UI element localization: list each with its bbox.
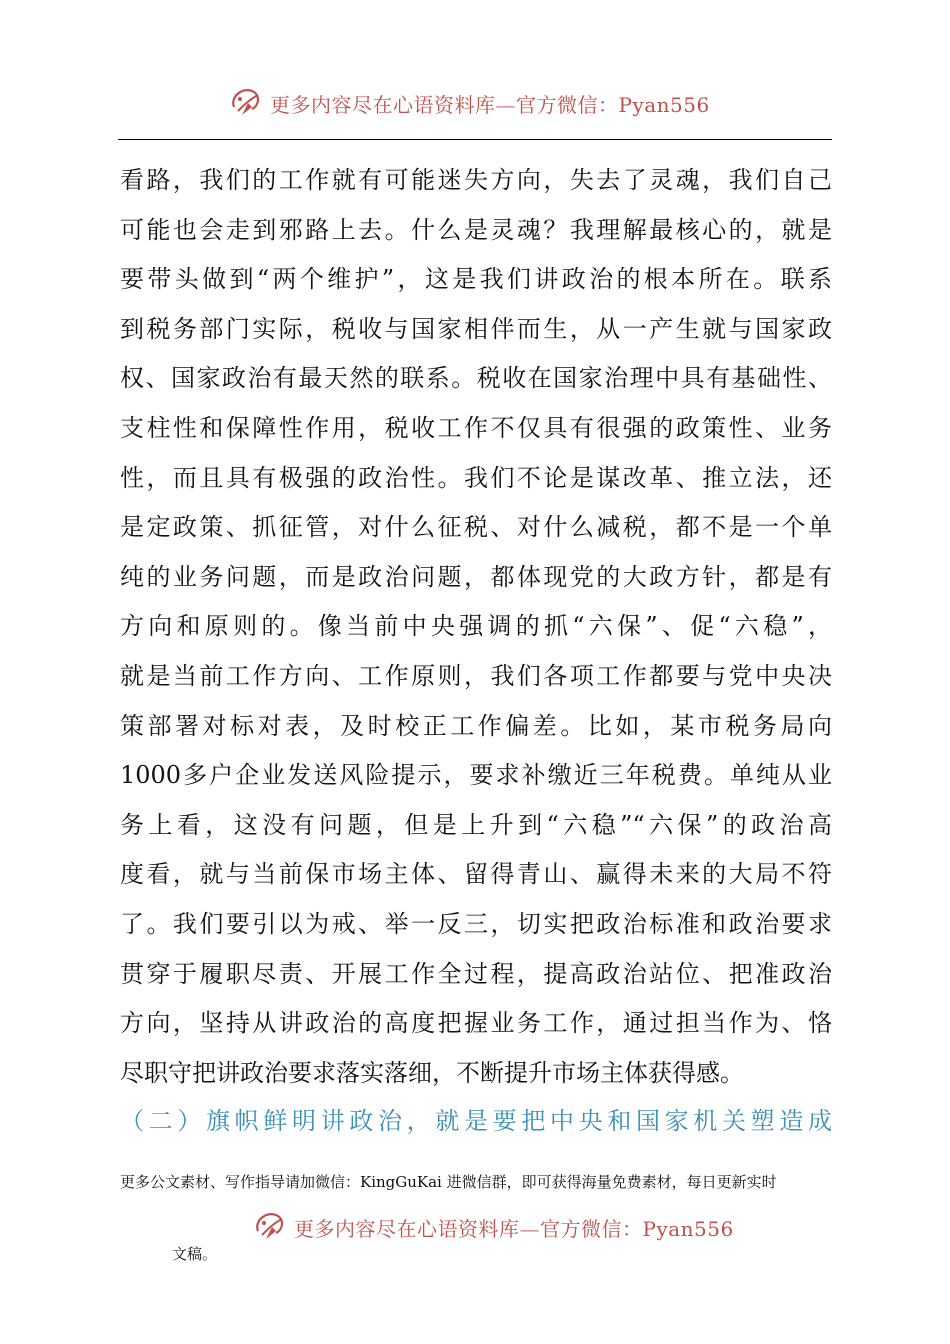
header-divider [118,139,832,140]
footer-note: 更多公文素材、写作指导请加微信：KingGuKai 进微信群，即可获得海量免费素材，每日更新实时 [120,1173,777,1191]
text-line: 性，而且具有极强的政治性。我们不论是谋改革、推立法，还 [120,463,832,492]
body-paragraph [120,156,832,1098]
section-heading: （二）旗帜鲜明讲政治，就是要把中央和国家机关塑造成 [120,1107,832,1135]
text-line: 策部署对标对表，及时校正工作偏差。比如，某市税务局向 [120,711,832,740]
header-banner-text: 更多内容尽在心语资料库—官方微信：Pyan556 [270,92,710,117]
text-line: 要带头做到“两个维护”，这是我们讲政治的根本所在。联系 [120,265,832,294]
text-line: 了。我们要引以为戒、举一反三，切实把政治标准和政治要求 [120,909,832,938]
text-line: 尽职守把讲政治要求落实落细，不断提升市场主体获得感。 [120,1058,744,1087]
text-line: 方向，坚持从讲政治的高度把握业务工作，通过担当作为、恪 [120,1009,832,1038]
text-line: 就是当前工作方向、工作原则，我们各项工作都要与党中央决 [120,661,832,690]
text-line: 到税务部门实际，税收与国家相伴而生，从一产生就与国家政 [120,314,832,343]
text-line: 是定政策、抓征管，对什么征税、对什么减税，都不是一个单 [120,513,832,542]
pen-nib-logo-icon [228,85,264,121]
text-line: 可能也会走到邪路上去。什么是灵魂？我理解最核心的，就是 [120,215,832,244]
text-line: 纯的业务问题，而是政治问题，都体现党的大政方针，都是有 [120,562,832,591]
header-watermark-banner [228,84,728,122]
text-line: 权、国家政治有最天然的联系。税收在国家治理中具有基础性、 [120,364,832,393]
pen-nib-logo-icon [252,1209,288,1245]
footer-note-continuation: 文稿。 [172,1245,218,1263]
text-line: 方向和原则的。像当前中央强调的抓“六保”、促“六稳”， [120,612,832,641]
text-line: 务上看，这没有问题，但是上升到“六稳”“六保”的政治高 [120,810,832,839]
text-line: 1000多户企业发送风险提示，要求补缴近三年税费。单纯从业 [120,761,832,790]
text-line: 度看，就与当前保市场主体、留得青山、赢得未来的大局不符 [120,860,832,889]
text-line: 看路，我们的工作就有可能迷失方向，失去了灵魂，我们自己 [120,166,832,194]
footer-watermark-banner [252,1208,752,1246]
text-line: 贯穿于履职尽责、开展工作全过程，提高政治站位、把准政治 [120,959,832,988]
footer-banner-text: 更多内容尽在心语资料库—官方微信：Pyan556 [294,1216,734,1241]
text-line: 支柱性和保障性作用，税收工作不仅具有很强的政策性、业务 [120,413,832,442]
